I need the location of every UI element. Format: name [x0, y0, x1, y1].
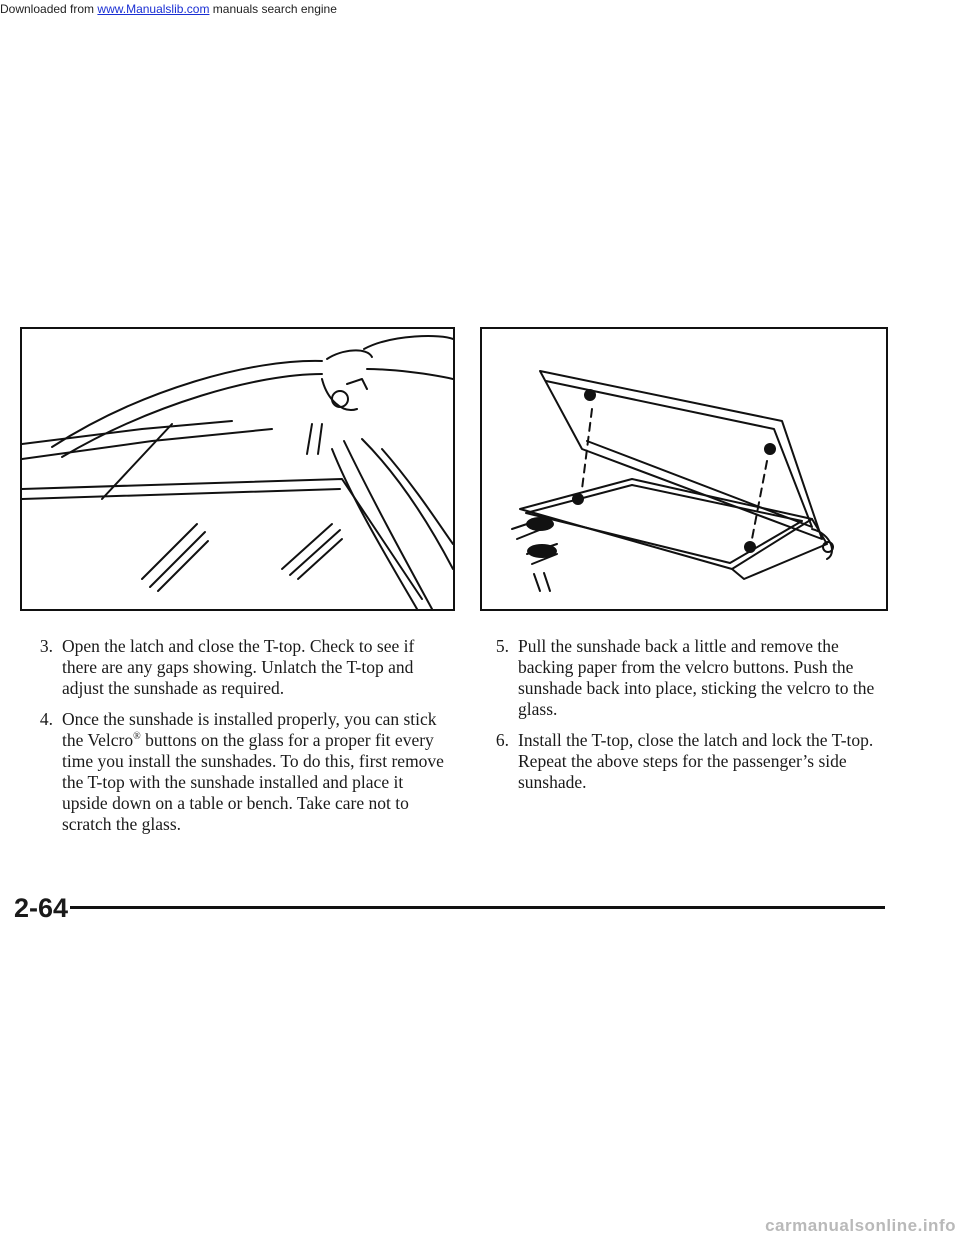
header-prefix: Downloaded from: [0, 2, 95, 16]
page-number: 2-64: [14, 893, 69, 923]
step-text: Open the latch and close the T-top. Check to see if there are any gaps showing. Unlatch the T-top and adjust the sunshade as required.: [62, 636, 415, 698]
t-top-latch-illustration-icon: [22, 329, 453, 609]
manualslib-link[interactable]: www.Manualslib.com: [97, 2, 210, 16]
steps-right-column: [478, 636, 898, 803]
step-text: [62, 709, 452, 835]
step-number: 4.: [39, 709, 53, 729]
step-text-part: buttons on the glass for a proper fit every time you install the sunshades. To do this, first remove the T-top with the sunshade installed and place it upside down on a table or bench. Take care not to scratch the glass.: [62, 730, 444, 834]
footer-watermark: carmanualsonline.info: [765, 1216, 956, 1235]
step-5: [478, 636, 898, 720]
step-6: [478, 730, 898, 793]
step-number: 3.: [39, 636, 53, 656]
steps-left-column: [22, 636, 452, 845]
sunshade-velcro-illustration-icon: [482, 329, 886, 609]
sunshade-velcro-figure: [480, 327, 888, 611]
step-text-part: Once the sunshade is installed properly, you can stick the Velcro: [62, 709, 437, 750]
step-number: 5.: [495, 636, 509, 656]
footer-rule: [70, 906, 885, 909]
header-suffix: manuals search engine: [212, 2, 337, 16]
download-header: [0, 2, 337, 16]
step-3: [22, 636, 452, 699]
step-text: Install the T-top, close the latch and lock the T-top. Repeat the above steps for the passenger’s side sunshade.: [518, 730, 874, 792]
step-4: [22, 709, 452, 835]
t-top-latch-figure: [20, 327, 455, 611]
registered-mark: ®: [133, 731, 141, 743]
step-text: Pull the sunshade back a little and remove the backing paper from the velcro buttons. Push the sunshade back into place, sticking the velcro to the glass.: [518, 636, 875, 719]
step-number: 6.: [495, 730, 509, 750]
